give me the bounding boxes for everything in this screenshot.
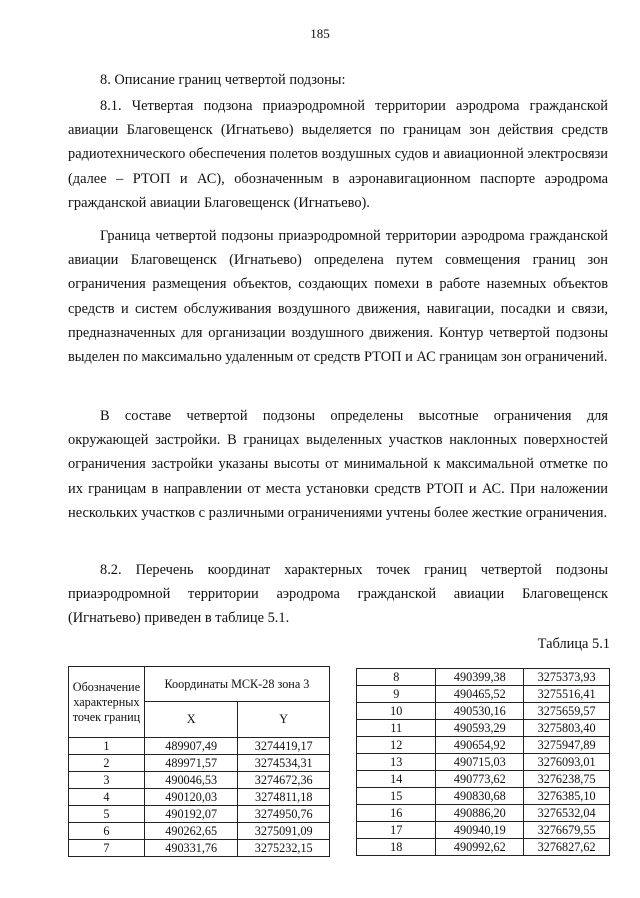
x-coordinate-cell: 490331,76 (144, 840, 237, 857)
y-coordinate-cell: 3274811,18 (238, 789, 330, 806)
table-row (69, 738, 330, 755)
x-coordinate-cell: 490399,38 (436, 669, 524, 686)
table-row (69, 772, 330, 789)
x-coordinate-cell: 490120,03 (144, 789, 237, 806)
point-number-cell: 8 (357, 669, 436, 686)
x-coordinate-cell: 489907,49 (144, 738, 237, 755)
y-coordinate-cell: 3276679,55 (524, 822, 610, 839)
point-number-cell: 7 (69, 840, 145, 857)
point-number-cell: 12 (357, 737, 436, 754)
table-row (69, 806, 330, 823)
y-coordinate-cell: 3275803,40 (524, 720, 610, 737)
point-number-cell: 17 (357, 822, 436, 839)
coordinates-table-right (356, 668, 610, 856)
section-heading: 8. Описание границ четвертой подзоны: (100, 72, 346, 88)
x-column-header: X (144, 702, 237, 738)
point-number-cell: 14 (357, 771, 436, 788)
paragraph-boundary: Граница четвертой подзоны приаэродромной территории аэродрома гражданской авиации Благовещенск (Игнатьево) определена путем совмещения границ зон ограничения размещения объектов, создающих помехи в работе наземных объектов средств и систем обслуживания воздушного движения, навигации, посадки и связи, предназначенных для организации воздушного движения. Контур четвертой подзоны выделен по максимально удаленным от средств РТОП и АС границам зон ограничений. (68, 228, 608, 366)
point-number-cell: 15 (357, 788, 436, 805)
point-number-cell: 4 (69, 789, 145, 806)
table-row (69, 789, 330, 806)
point-number-cell: 2 (69, 755, 145, 772)
table-row (357, 703, 610, 720)
y-coordinate-cell: 3274419,17 (238, 738, 330, 755)
point-number-cell: 11 (357, 720, 436, 737)
table-row (69, 755, 330, 772)
table-caption: Таблица 5.1 (537, 636, 610, 652)
table-row (357, 754, 610, 771)
table-row (357, 720, 610, 737)
x-coordinate-cell: 490940,19 (436, 822, 524, 839)
table-row (357, 737, 610, 754)
x-coordinate-cell: 490654,92 (436, 737, 524, 754)
point-column-header: Обозначение характерных точек границ (69, 667, 145, 738)
x-coordinate-cell: 490530,16 (436, 703, 524, 720)
x-coordinate-cell: 490773,62 (436, 771, 524, 788)
table-row (357, 771, 610, 788)
y-coordinate-cell: 3275516,41 (524, 686, 610, 703)
table-row (357, 686, 610, 703)
table-row (357, 839, 610, 856)
y-coordinate-cell: 3276532,04 (524, 805, 610, 822)
paragraph-8-1: 8.1. Четвертая подзона приаэродромной территории аэродрома гражданской авиации Благовещенск (Игнатьево) выделяется по границам зон действия средств радиотехнического обеспечения полетов воздушных судов и авиационной электросвязи (далее – РТОП и АС), обозначенным в аэронавигационном паспорте аэродрома гражданской авиации Благовещенск (Игнатьево). (68, 98, 608, 211)
page-number: 185 (310, 26, 330, 41)
point-number-cell: 3 (69, 772, 145, 789)
paragraph-8-2: 8.2. Перечень координат характерных точек границ четвертой подзоны приаэродромной территории аэродрома гражданской авиации Благовещенск (Игнатьево) приведен в таблице 5.1. (68, 562, 608, 627)
x-coordinate-cell: 490715,03 (436, 754, 524, 771)
y-coordinate-cell: 3276238,75 (524, 771, 610, 788)
point-number-cell: 9 (357, 686, 436, 703)
y-coordinate-cell: 3275373,93 (524, 669, 610, 686)
point-number-cell: 16 (357, 805, 436, 822)
table-row (357, 805, 610, 822)
x-coordinate-cell: 490830,68 (436, 788, 524, 805)
coordinates-table-left (68, 666, 330, 857)
table-row (357, 669, 610, 686)
point-number-cell: 6 (69, 823, 145, 840)
point-number-cell: 10 (357, 703, 436, 720)
y-coordinate-cell: 3276827,62 (524, 839, 610, 856)
x-coordinate-cell: 490886,20 (436, 805, 524, 822)
y-coordinate-cell: 3274672,36 (238, 772, 330, 789)
point-number-cell: 18 (357, 839, 436, 856)
y-coordinate-cell: 3275091,09 (238, 823, 330, 840)
y-coordinate-cell: 3276385,10 (524, 788, 610, 805)
x-coordinate-cell: 490992,62 (436, 839, 524, 856)
y-coordinate-cell: 3276093,01 (524, 754, 610, 771)
x-coordinate-cell: 490046,53 (144, 772, 237, 789)
point-number-cell: 13 (357, 754, 436, 771)
table-row (69, 823, 330, 840)
x-coordinate-cell: 490262,65 (144, 823, 237, 840)
table-row (69, 840, 330, 857)
point-number-cell: 1 (69, 738, 145, 755)
x-coordinate-cell: 490192,07 (144, 806, 237, 823)
table-row (357, 788, 610, 805)
y-coordinate-cell: 3275232,15 (238, 840, 330, 857)
paragraph-height-limits: В составе четвертой подзоны определены высотные ограничения для окружающей застройки. В границах выделенных участков наклонных поверхностей ограничения застройки указаны высоты от минимальной к максимальной отметке по их границам в направлении от места установки средств РТОП и АС. При наложении нескольких участков с различными ограничениями учтены более жесткие ограничения. (68, 408, 608, 521)
y-coordinate-cell: 3274534,31 (238, 755, 330, 772)
x-coordinate-cell: 490593,29 (436, 720, 524, 737)
x-coordinate-cell: 490465,52 (436, 686, 524, 703)
y-column-header: Y (238, 702, 330, 738)
table-row (357, 822, 610, 839)
coordinates-column-header: Координаты МСК-28 зона 3 (144, 667, 329, 702)
point-number-cell: 5 (69, 806, 145, 823)
x-coordinate-cell: 489971,57 (144, 755, 237, 772)
y-coordinate-cell: 3275947,89 (524, 737, 610, 754)
y-coordinate-cell: 3275659,57 (524, 703, 610, 720)
y-coordinate-cell: 3274950,76 (238, 806, 330, 823)
